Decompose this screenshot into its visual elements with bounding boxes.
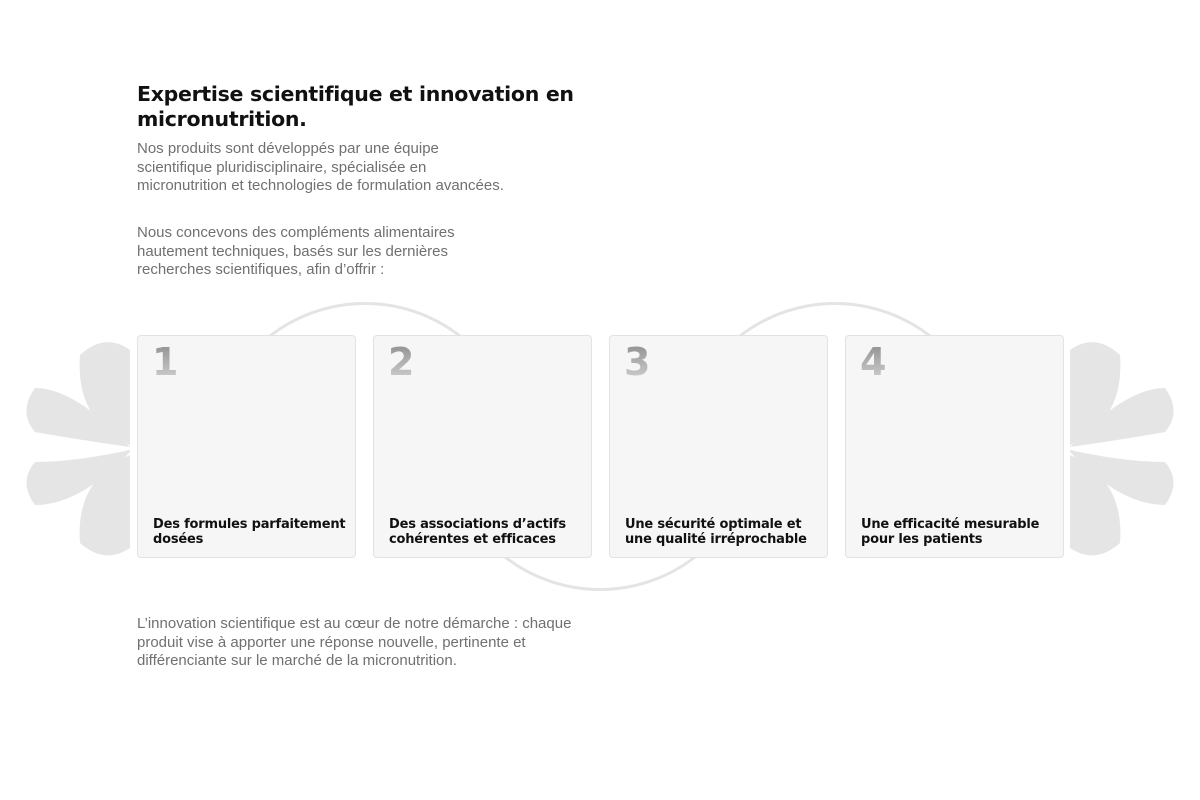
decor-arc-bottom: [505, 557, 695, 590]
card-number: 2: [388, 340, 415, 384]
card-number: 1: [152, 340, 179, 384]
feature-card-1: [137, 335, 356, 558]
section-heading: Expertise scientifique et innovation en micronutrition.: [137, 82, 574, 131]
intro-paragraph: Nos produits sont développés par une équipe scientifique pluridisciplinaire, spécialisée en micronutrition et technologies de formulation avancées.: [137, 140, 504, 194]
card-title: Une sécurité optimale et une qualité irréprochable: [625, 517, 807, 547]
offer-paragraph: Nous concevons des compléments alimentaires hautement techniques, basés sur les dernières recherches scientifiques, afin d’offrir :: [137, 224, 455, 278]
feature-card-2: [373, 335, 592, 558]
feature-card-3: [609, 335, 828, 558]
decor-petals-left: [27, 342, 131, 555]
decor-petals-right: [1070, 342, 1174, 555]
card-title: Une efficacité mesurable pour les patients: [861, 517, 1040, 547]
closing-paragraph: L’innovation scientifique est au cœur de notre démarche : chaque produit vise à apporter une réponse nouvelle, pertinente et différenciante sur le marché de la micronutrition.: [137, 615, 572, 669]
feature-card-4: [845, 335, 1064, 558]
card-title: Des formules parfaitement dosées: [153, 517, 346, 547]
card-number: 3: [624, 340, 651, 384]
card-number: 4: [860, 340, 887, 384]
decor-arc-right: [740, 303, 930, 336]
card-title: Des associations d’actifs cohérentes et efficaces: [389, 517, 566, 547]
decor-arc-left: [270, 303, 460, 336]
